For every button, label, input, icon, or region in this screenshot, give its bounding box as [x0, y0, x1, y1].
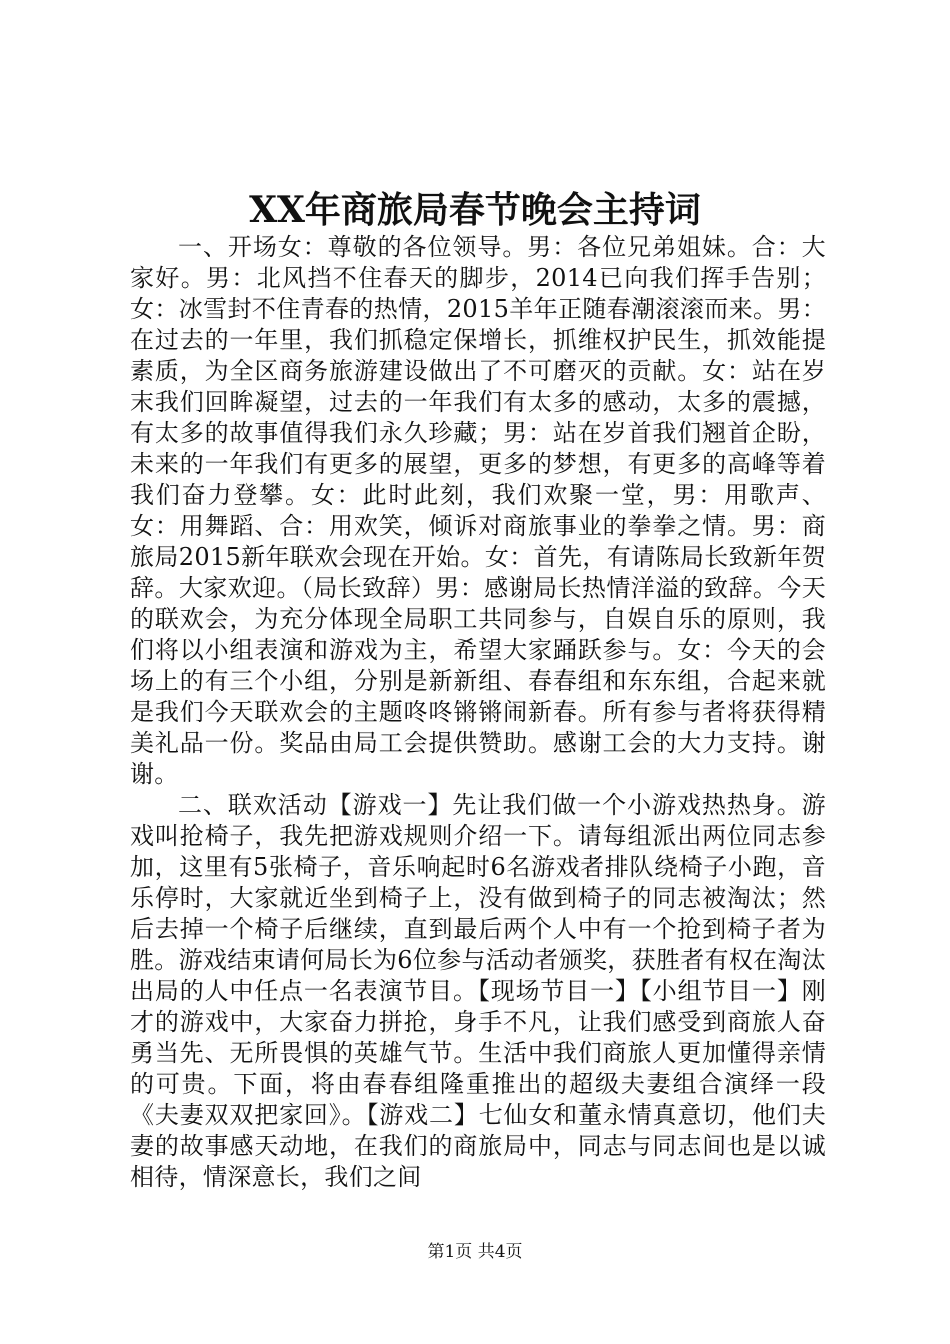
- document-title: XX年商旅局春节晚会主持词: [249, 189, 701, 231]
- paragraph-opening: 一、开场女：尊敬的各位领导。男：各位兄弟姐妹。合：大家好。男：北风挡不住春天的脚步，2014已向我们挥手告别；女：冰雪封不住青春的热情，2015羊年正随春潮滚滚而来。男：在过去的一年里，我们抓稳定保增长，抓维权护民生，抓效能提素质，为全区商务旅游建设做出了不可磨灭的贡献。女：站在岁末我们回眸凝望，过去的一年我们有太多的感动，太多的震撼，有太多的故事值得我们永久珍藏；男：站在岁首我们翘首企盼，未来的一年我们有更多的展望，更多的梦想，有更多的高峰等着我们奋力登攀。女：此时此刻，我们欢聚一堂，男：用歌声、女：用舞蹈、合：用欢笑，倾诉对商旅事业的拳拳之情。男：商旅局2015新年联欢会现在开始。女：首先，有请陈局长致新年贺辞。大家欢迎。（局长致辞）男：感谢局长热情洋溢的致辞。今天的联欢会，为充分体现全局职工共同参与，自娱自乐的原则，我们将以小组表演和游戏为主，希望大家踊跃参与。女：今天的会场上的有三个小组，分别是新新组、春春组和东东组，合起来就是我们今天联欢会的主题咚咚锵锵闹新春。所有参与者将获得精美礼品一份。奖品由局工会提供赞助。感谢工会的大力支持。谢谢。: [130, 233, 826, 788]
- paragraph-activities: 二、联欢活动【游戏一】先让我们做一个小游戏热热身。游戏叫抢椅子，我先把游戏规则介绍一下。请每组派出两位同志参加，这里有5张椅子，音乐响起时6名游戏者排队绕椅子小跑，音乐停时，大家就近坐到椅子上，没有做到椅子的同志被淘汰；然后去掉一个椅子后继续，直到最后两个人中有一个抢到椅子者为胜。游戏结束请何局长为6位参与活动者颁奖，获胜者有权在淘汰出局的人中任点一名表演节目。【现场节目一】【小组节目一】刚才的游戏中，大家奋力拼抢，身手不凡，让我们感受到商旅人奋勇当先、无所畏惧的英雄气节。生活中我们商旅人更加懂得亲情的可贵。下面，将由春春组隆重推出的超级夫妻组合演绎一段《夫妻双双把家回》。【游戏二】七仙女和董永情真意切，他们夫妻的故事感天动地，在我们的商旅局中，同志与同志间也是以诚相待，情深意长，我们之间: [130, 791, 826, 1191]
- document-body: [130, 232, 826, 1193]
- page-footer: 第1页 共4页: [427, 1242, 523, 1262]
